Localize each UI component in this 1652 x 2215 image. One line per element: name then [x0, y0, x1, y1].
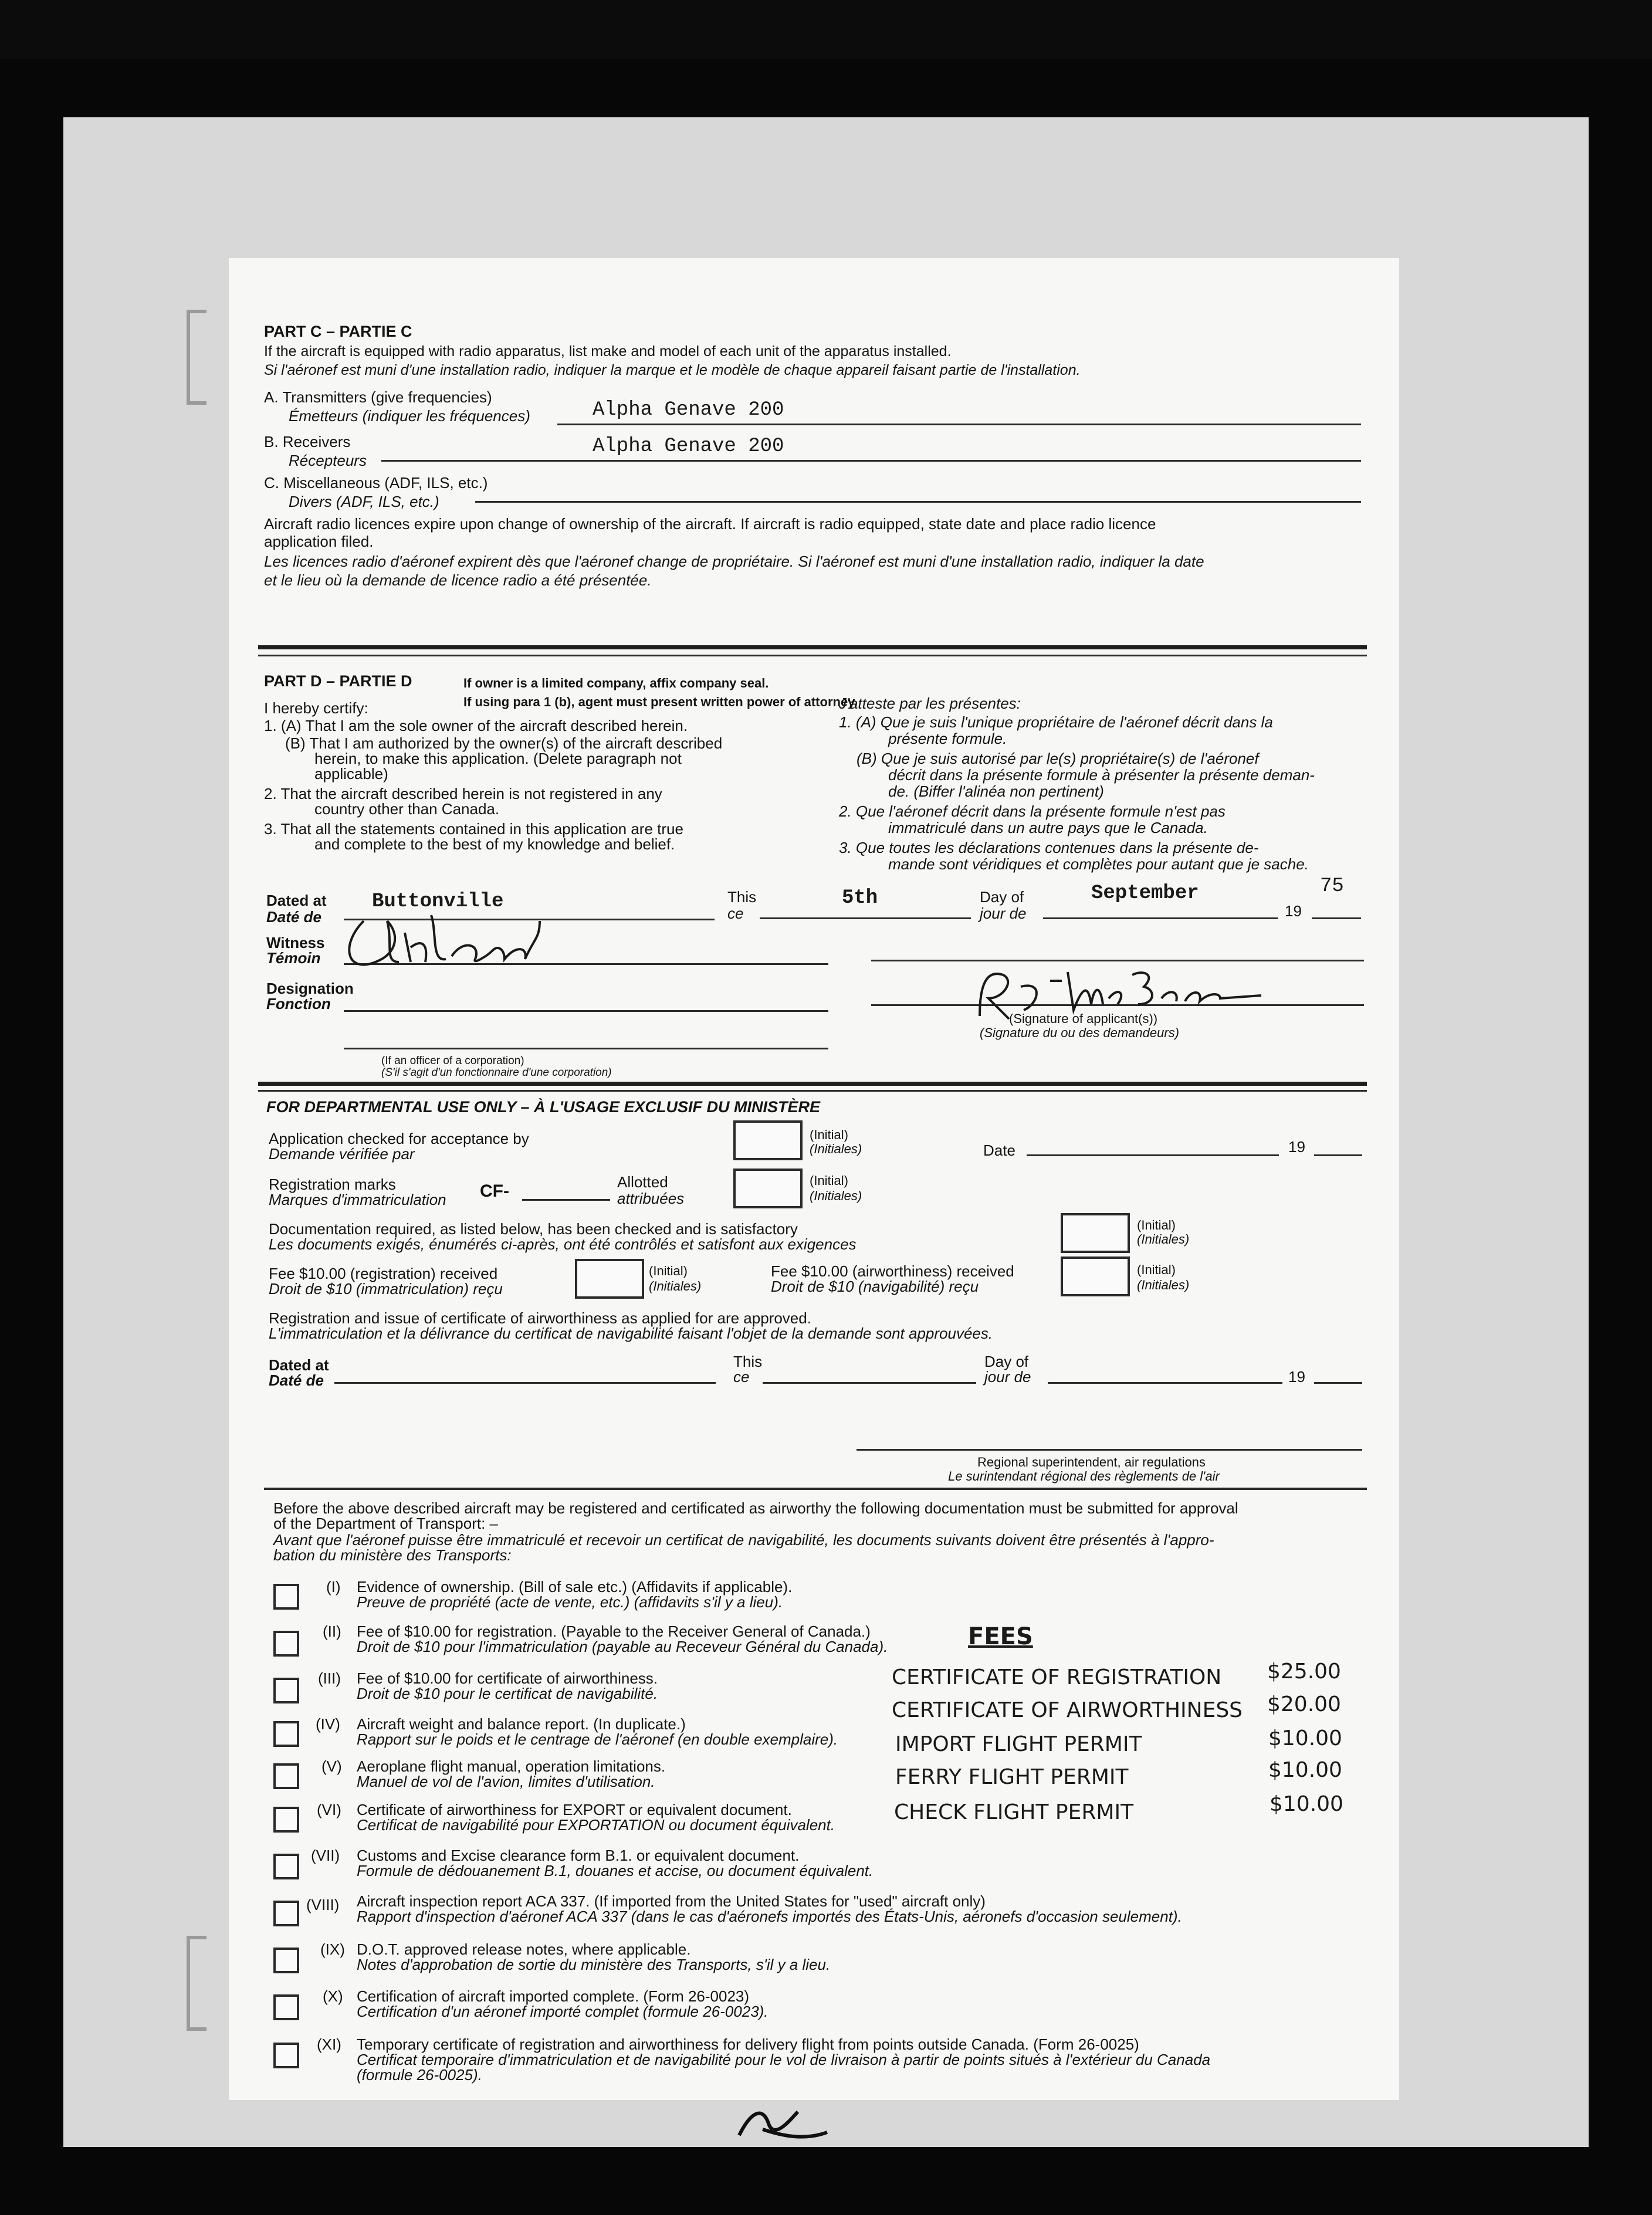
fees-title: FEES: [968, 1623, 1033, 1650]
cert-fr-1a-line2: présente formule.: [888, 730, 1007, 747]
initial-label-4: (Initial): [649, 1264, 688, 1278]
doc-item-num-5: (V): [321, 1757, 342, 1775]
doc-item-num-9: (IX): [320, 1940, 345, 1958]
doc-item-fr-4: Rapport sur le poids et le centrage de l'aéronef (en double exemplaire).: [357, 1730, 838, 1748]
checkbox-item-4[interactable]: [273, 1721, 299, 1747]
fee-label-airworthiness: CERTIFICATE OF AIRWORTHINESS: [892, 1698, 1243, 1722]
doc-item-fr-8: Rapport d'inspection d'aéronef ACA 337 (dans le cas d'aéronefs importés des États-Unis, aéronefs d'occasion seulement).: [357, 1908, 1182, 1925]
part-c-intro-fr: Si l'aéronef est muni d'une installation radio, indiquer la marque et le modèle de chaque appareil faisant partie de l'installation.: [264, 362, 1081, 378]
scanner-border-top: [0, 0, 1652, 59]
witness-line-right: [871, 960, 1364, 961]
docs-intro-fr-2: bation du ministère des Transports:: [273, 1546, 512, 1564]
docs-intro-en-2: of the Department of Transport: –: [273, 1515, 498, 1532]
part-d-divider-thin: [258, 655, 1367, 656]
doc-item-en-1: Evidence of ownership. (Bill of sale etc.) (Affidavits if applicable).: [357, 1578, 793, 1596]
superintendent-line: [857, 1449, 1362, 1451]
doc-item-fr-2: Droit de $10 pour l'immatriculation (payable au Receveur Général du Canada).: [357, 1638, 888, 1655]
crop-mark-bottom-left: [187, 1936, 206, 2031]
transmitters-label: A. Transmitters (give frequencies): [264, 388, 492, 406]
doc-item-en-9: D.O.T. approved release notes, where applicable.: [357, 1940, 691, 1958]
app-checked-initial-box[interactable]: [733, 1120, 803, 1160]
cert-fr-1b-line3: de. (Biffer l'alinéa non pertinent): [888, 783, 1104, 800]
doc-item-en-3: Fee of $10.00 for certificate of airworthiness.: [357, 1669, 658, 1687]
superintendent-label-fr: Le surintendant régional des règlements de l'air: [948, 1469, 1220, 1484]
doc-item-num-7: (VII): [311, 1847, 340, 1864]
checkbox-item-11[interactable]: [273, 2043, 299, 2068]
cert-en-3-line2: and complete to the best of my knowledge and belief.: [314, 835, 675, 853]
year-line: [1312, 917, 1361, 919]
fee-amount-airworthiness: $20.00: [1267, 1692, 1341, 1716]
day-of-label-fr: jour de: [980, 905, 1027, 922]
transmitters-line: [557, 424, 1361, 425]
fee-air-label-fr: Droit de $10 (navigabilité) reçu: [771, 1278, 979, 1295]
checkbox-item-3[interactable]: [273, 1678, 299, 1703]
initial-label-fr-3: (Initiales): [1137, 1232, 1190, 1247]
doc-item-num-4: (IV): [316, 1715, 340, 1733]
cert-fr-2-line1: 2. Que l'aéronef décrit dans la présente formule n'est pas: [839, 802, 1226, 820]
doc-item-fr-7: Formule de dédouanement B.1, douanes et accise, ou document équivalent.: [357, 1862, 874, 1879]
dept-date-year-line: [1314, 1154, 1362, 1156]
doc-checked-initial-box[interactable]: [1061, 1213, 1130, 1253]
initial-label-1: (Initial): [810, 1127, 849, 1142]
doc-checked-label: Documentation required, as listed below, has been checked and is satisfactory: [269, 1220, 798, 1238]
form-page: [229, 258, 1399, 2100]
dept-year-prefix: 19: [1288, 1368, 1305, 1386]
dept-day-label: Day of: [984, 1353, 1029, 1370]
licence-note-en-2: application filed.: [264, 533, 374, 550]
doc-item-num-6: (VI): [317, 1801, 341, 1818]
initial-label-fr-1: (Initiales): [810, 1142, 862, 1156]
dept-day-label-fr: jour de: [984, 1368, 1031, 1386]
checkbox-item-1[interactable]: [273, 1584, 299, 1610]
initial-label-5: (Initial): [1137, 1262, 1176, 1277]
dept-this-line: [763, 1382, 976, 1384]
doc-item-num-3: (III): [318, 1669, 341, 1687]
signature-caption: (Signature of applicant(s)): [1009, 1011, 1158, 1026]
officer-note-fr: (S'il s'agit d'un fonctionnaire d'une corporation): [381, 1066, 612, 1079]
doc-item-en-8: Aircraft inspection report ACA 337. (If imported from the United States for "used" aircraft only): [357, 1892, 986, 1910]
fee-label-import: IMPORT FLIGHT PERMIT: [895, 1732, 1142, 1756]
day-of-line: [1043, 917, 1278, 919]
docs-divider: [264, 1488, 1367, 1490]
dept-divider-thin: [258, 1090, 1367, 1092]
doc-item-num-1: (I): [326, 1578, 341, 1596]
receivers-value[interactable]: Alpha Genave 200: [593, 435, 784, 458]
doc-item-fr-1: Preuve de propriété (acte de vente, etc.) (affidavits s'il y a lieu).: [357, 1593, 783, 1611]
doc-item-fr-10: Certification d'un aéronef importé complet (formule 26-0023).: [357, 2003, 769, 2020]
part-d-note-attorney: If using para 1 (b), agent must present written power of attorney.: [463, 695, 858, 709]
bottom-ink-scribble: [727, 2100, 845, 2147]
fee-label-check: CHECK FLIGHT PERMIT: [894, 1800, 1134, 1824]
checkbox-item-9[interactable]: [273, 1948, 299, 1973]
designation-line: [344, 1010, 828, 1012]
dept-dated-line: [334, 1382, 716, 1384]
dept-day-line: [1048, 1382, 1282, 1384]
signature-caption-fr: (Signature du ou des demandeurs): [980, 1025, 1179, 1040]
fee-amount-import: $10.00: [1268, 1726, 1342, 1750]
initial-label-2: (Initial): [810, 1173, 849, 1188]
cert-en-1a: 1. (A) That I am the sole owner of the aircraft described herein.: [264, 717, 688, 734]
dated-at-value[interactable]: Buttonville: [372, 890, 504, 913]
dept-year-line: [1314, 1382, 1362, 1384]
reg-marks-label: Registration marks: [269, 1176, 396, 1193]
receivers-label-fr: Récepteurs: [289, 452, 367, 469]
checkbox-item-7[interactable]: [273, 1854, 299, 1879]
doc-item-num-2: (II): [323, 1623, 341, 1640]
this-day-value[interactable]: 5th: [842, 887, 878, 909]
fee-air-label: Fee $10.00 (airworthiness) received: [771, 1262, 1014, 1280]
cert-en-1b-line1: (B) That I am authorized by the owner(s) of the aircraft described: [285, 734, 723, 752]
part-c-title: PART C – PARTIE C: [264, 323, 412, 340]
cf-prefix: CF-: [480, 1181, 509, 1201]
fee-amount-check: $10.00: [1270, 1792, 1343, 1816]
crop-mark-top-left: [187, 310, 206, 405]
fee-amount-ferry: $10.00: [1268, 1758, 1342, 1782]
doc-item-en-4: Aircraft weight and balance report. (In duplicate.): [357, 1715, 686, 1733]
receivers-label: B. Receivers: [264, 433, 351, 451]
officer-note: (If an officer of a corporation): [381, 1055, 524, 1067]
day-of-label: Day of: [980, 888, 1024, 906]
this-line: [760, 917, 971, 919]
doc-item-en-10: Certification of aircraft imported complete. (Form 26-0023): [357, 1987, 750, 2005]
witness-label: Witness: [266, 934, 325, 951]
doc-item-fr-5: Manuel de vol de l'avion, limites d'utilisation.: [357, 1773, 655, 1790]
cert-fr-3-line1: 3. Que toutes les déclarations contenues dans la présente de-: [839, 839, 1259, 856]
cert-fr-2-line2: immatriculé dans un autre pays que le Canada.: [888, 819, 1208, 836]
part-d-title: PART D – PARTIE D: [264, 672, 412, 690]
doc-item-num-8: (VIII): [306, 1896, 340, 1913]
approval-label: Registration and issue of certificate of airworthiness as applied for are approved.: [269, 1309, 811, 1327]
doc-item-en-7: Customs and Excise clearance form B.1. or equivalent document.: [357, 1847, 800, 1864]
part-d-divider: [258, 645, 1367, 649]
doc-item-fr2-11: (formule 26-0025).: [357, 2066, 482, 2084]
initial-label-fr-5: (Initiales): [1137, 1278, 1190, 1292]
dept-dated-label-fr: Daté de: [269, 1371, 324, 1389]
reg-marks-initial-box[interactable]: [733, 1169, 803, 1208]
cert-en-3-line1: 3. That all the statements contained in this application are true: [264, 820, 683, 838]
month-value[interactable]: September: [1091, 882, 1199, 905]
certify-label-fr: J'atteste par les présentes:: [839, 695, 1021, 712]
checkbox-item-2[interactable]: [273, 1631, 299, 1657]
cert-fr-1b-line2: décrit dans la présente formule à présenter la présente deman-: [888, 766, 1315, 784]
licence-note-en-1: Aircraft radio licences expire upon change of ownership of the aircraft. If aircraft is radio equipped, state date and place radio licence: [264, 515, 1156, 533]
doc-item-en-5: Aeroplane flight manual, operation limitations.: [357, 1757, 666, 1775]
doc-item-num-10: (X): [323, 1987, 343, 2005]
doc-item-fr-6: Certificat de navigabilité pour EXPORTATION ou document équivalent.: [357, 1816, 835, 1834]
dept-dated-label: Dated at: [269, 1356, 329, 1374]
dept-this-label: This: [733, 1353, 763, 1370]
cert-en-2-line1: 2. That the aircraft described herein is not registered in any: [264, 785, 662, 802]
misc-line: [475, 501, 1361, 503]
misc-label: C. Miscellaneous (ADF, ILS, etc.): [264, 474, 488, 492]
doc-item-fr-11: Certificat temporaire d'immatriculation et de navigabilité pour le vol de livraison à partir de points situés à l'extérieur du Canada: [357, 2051, 1211, 2068]
allotted-label: Allotted: [617, 1173, 668, 1191]
dept-this-label-fr: ce: [733, 1368, 750, 1386]
cert-en-2-line2: country other than Canada.: [314, 800, 500, 818]
dept-title: FOR DEPARTMENTAL USE ONLY – À L'USAGE EXCLUSIF DU MINISTÈRE: [266, 1098, 820, 1116]
receivers-line: [381, 460, 1361, 462]
dept-divider: [258, 1082, 1367, 1086]
doc-item-fr-3: Droit de $10 pour le certificat de navigabilité.: [357, 1685, 658, 1702]
fee-amount-registration: $25.00: [1267, 1659, 1341, 1684]
officer-line: [344, 1048, 828, 1049]
initial-label-fr-2: (Initiales): [810, 1188, 862, 1203]
dept-date-year: 19: [1288, 1138, 1305, 1156]
fee-label-registration: CERTIFICATE OF REGISTRATION: [892, 1665, 1222, 1689]
doc-checked-label-fr: Les documents exigés, énumérés ci-après, ont été contrôlés et satisfont aux exigences: [269, 1235, 857, 1253]
superintendent-label: Regional superintendent, air regulations: [977, 1455, 1206, 1469]
fee-reg-label-fr: Droit de $10 (immatriculation) reçu: [269, 1280, 503, 1298]
cert-fr-1b-line1: (B) Que je suis autorisé par le(s) propriétaire(s) de l'aéronef: [857, 750, 1259, 767]
doc-item-num-11: (XI): [317, 2036, 341, 2053]
witness-signature: [329, 897, 575, 980]
dept-date-line: [1027, 1154, 1279, 1156]
app-checked-label: Application checked for acceptance by: [269, 1130, 529, 1147]
cert-en-1b-line3: applicable): [314, 765, 388, 783]
transmitters-value[interactable]: Alpha Genave 200: [593, 399, 784, 421]
cert-fr-3-line2: mande sont véridiques et complètes pour autant que je sache.: [888, 855, 1309, 873]
app-checked-label-fr: Demande vérifiée par: [269, 1145, 415, 1163]
checkbox-item-6[interactable]: [273, 1807, 299, 1833]
part-c-intro-en: If the aircraft is equipped with radio apparatus, list make and model of each unit of the apparatus installed.: [264, 343, 952, 360]
allotted-label-fr: attribuées: [617, 1190, 685, 1207]
dated-at-label: Dated at: [266, 892, 327, 909]
doc-item-fr-9: Notes d'approbation de sortie du ministère des Transports, s'il y a lieu.: [357, 1956, 831, 1973]
checkbox-item-10[interactable]: [273, 1994, 299, 2020]
fee-reg-label: Fee $10.00 (registration) received: [269, 1265, 498, 1282]
doc-item-en-6: Certificate of airworthiness for EXPORT or equivalent document.: [357, 1801, 792, 1818]
year-prefix: 19: [1285, 902, 1302, 920]
this-label-fr: ce: [727, 905, 744, 922]
witness-label-fr: Témoin: [266, 949, 321, 967]
initial-label-3: (Initial): [1137, 1218, 1176, 1232]
year-value[interactable]: 75: [1320, 875, 1344, 897]
doc-item-en-11: Temporary certificate of registration and airworthiness for delivery flight from points outside Canada. (Form 26-0025): [357, 2036, 1139, 2053]
dated-at-label-fr: Daté de: [266, 908, 321, 926]
transmitters-label-fr: Émetteurs (indiquer les fréquences): [289, 407, 530, 425]
misc-label-fr: Divers (ADF, ILS, etc.): [289, 493, 439, 510]
part-d-note-seal: If owner is a limited company, affix company seal.: [463, 676, 769, 690]
cert-en-1b-line2: herein, to make this application. (Delete paragraph not: [314, 750, 682, 767]
cert-fr-1a-line1: 1. (A) Que je suis l'unique propriétaire de l'aéronef décrit dans la: [839, 713, 1273, 731]
docs-intro-en-1: Before the above described aircraft may be registered and certificated as airworthy the following documentation must be submitted for approval: [273, 1499, 1238, 1517]
reg-marks-label-fr: Marques d'immatriculation: [269, 1191, 446, 1208]
reg-marks-line: [522, 1199, 610, 1201]
licence-note-fr-1: Les licences radio d'aéronef expirent dès que l'aéronef change de propriétaire. Si l'aéronef est muni d'une installation radio, indiquer la date: [264, 553, 1204, 570]
certify-label: I hereby certify:: [264, 699, 368, 717]
checkbox-item-5[interactable]: [273, 1763, 299, 1789]
fee-air-initial-box[interactable]: [1061, 1256, 1130, 1296]
fee-reg-initial-box[interactable]: [575, 1259, 644, 1299]
doc-item-en-2: Fee of $10.00 for registration. (Payable to the Receiver General of Canada.): [357, 1623, 871, 1640]
initial-label-fr-4: (Initiales): [649, 1279, 702, 1293]
designation-label: Designation: [266, 980, 354, 997]
checkbox-item-8[interactable]: [273, 1901, 299, 1926]
docs-intro-fr-1: Avant que l'aéronef puisse être immatriculé et recevoir un certificat de navigabilité, les documents suivants doivent être présentés à l'appro-: [273, 1531, 1214, 1549]
dept-date-label: Date: [983, 1142, 1015, 1159]
licence-note-fr-2: et le lieu où la demande de licence radio a été présentée.: [264, 571, 652, 589]
approval-label-fr: L'immatriculation et la délivrance du certificat de navigabilité faisant l'objet de la demande sont approuvées.: [269, 1325, 993, 1342]
fee-label-ferry: FERRY FLIGHT PERMIT: [895, 1765, 1129, 1789]
this-label: This: [727, 888, 757, 906]
designation-label-fr: Fonction: [266, 995, 331, 1012]
